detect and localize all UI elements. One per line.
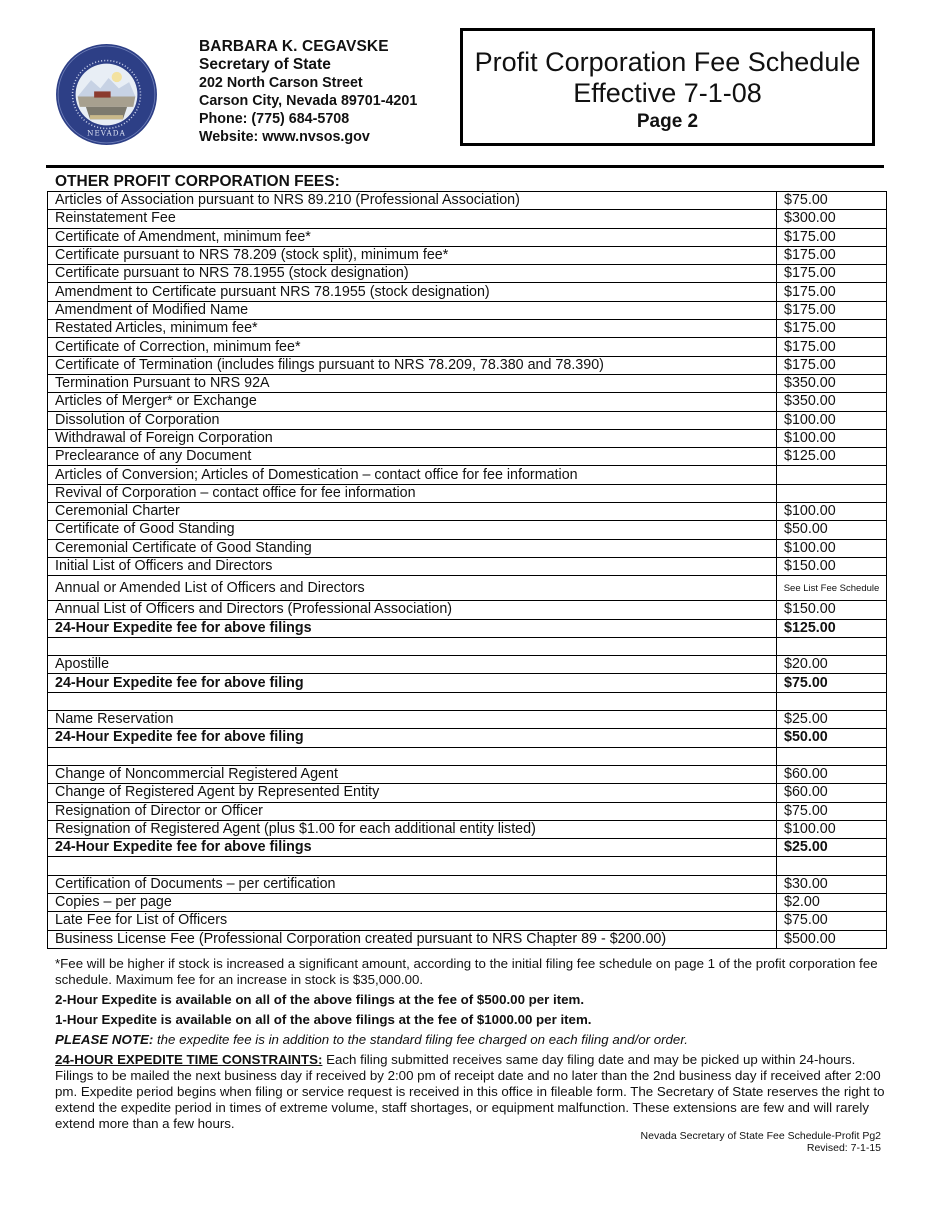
fee-amount: $60.00 — [777, 784, 887, 802]
fee-amount: $175.00 — [777, 246, 887, 264]
fee-item-label: Preclearance of any Document — [48, 448, 777, 466]
fee-item-label: Certificate of Termination (includes filings pursuant to NRS 78.209, 78.380 and 78.390) — [48, 356, 777, 374]
fee-row — [48, 711, 887, 729]
fee-item-label: Amendment to Certificate pursuant NRS 78.1955 (stock designation) — [48, 283, 777, 301]
fee-amount: $150.00 — [777, 557, 887, 575]
fee-row — [48, 429, 887, 447]
fee-item-label: Termination Pursuant to NRS 92A — [48, 374, 777, 392]
fee-item-label — [48, 692, 777, 710]
fee-amount: $350.00 — [777, 374, 887, 392]
fee-item-label: Apostille — [48, 656, 777, 674]
fee-row — [48, 265, 887, 283]
fee-amount: $25.00 — [777, 711, 887, 729]
please-note-text: the expedite fee is in addition to the standard filing fee charged on each filing and/or order. — [153, 1032, 688, 1047]
fee-row — [48, 192, 887, 210]
fee-row — [48, 765, 887, 783]
fee-item-label: Name Reservation — [48, 711, 777, 729]
fee-amount: $125.00 — [777, 448, 887, 466]
fee-item-label: Articles of Merger* or Exchange — [48, 393, 777, 411]
website: Website: www.nvsos.gov — [199, 129, 370, 145]
fee-row — [48, 484, 887, 502]
fee-amount — [777, 747, 887, 765]
fee-amount: $100.00 — [777, 411, 887, 429]
page-footer — [641, 1130, 881, 1154]
fee-item-label: Withdrawal of Foreign Corporation — [48, 429, 777, 447]
fee-amount: $500.00 — [777, 930, 887, 948]
page-number: Page 2 — [636, 111, 699, 132]
fee-row — [48, 356, 887, 374]
effective-date: Effective 7-1-08 — [573, 78, 762, 108]
fee-row — [48, 601, 887, 619]
fee-item-label: Reinstatement Fee — [48, 210, 777, 228]
fee-item-label: 24-Hour Expedite fee for above filing — [48, 729, 777, 747]
fee-amount: $175.00 — [777, 283, 887, 301]
fee-amount — [777, 466, 887, 484]
fee-amount: $350.00 — [777, 393, 887, 411]
fee-amount: $125.00 — [777, 619, 887, 637]
fee-amount: $60.00 — [777, 765, 887, 783]
fee-row — [48, 210, 887, 228]
fee-row — [48, 674, 887, 692]
spacer-row — [48, 747, 887, 765]
fee-item-label: Certificate of Correction, minimum fee* — [48, 338, 777, 356]
fee-row — [48, 875, 887, 893]
fee-item-label: Annual List of Officers and Directors (Professional Association) — [48, 601, 777, 619]
fee-row — [48, 301, 887, 319]
spacer-row — [48, 637, 887, 655]
fee-row — [48, 930, 887, 948]
fee-row — [48, 521, 887, 539]
footer-document-id: Nevada Secretary of State Fee Schedule-Profit Pg2 — [640, 1130, 881, 1142]
stock-footnote: *Fee will be higher if stock is increased a significant amount, according to the initial filing fee schedule on page 1 of the profit corporation fee schedule. Maximum fee for an increase in stock is $35,000.00. — [55, 956, 878, 987]
fee-amount — [777, 857, 887, 875]
fee-row — [48, 619, 887, 637]
fee-amount: $20.00 — [777, 656, 887, 674]
fee-item-label: Copies – per page — [48, 893, 777, 911]
fee-row — [48, 802, 887, 820]
fee-row — [48, 466, 887, 484]
footer-revised-date: Revised: 7-1-15 — [806, 1142, 881, 1154]
address-line-1: 202 North Carson Street — [199, 75, 363, 91]
fee-item-label: Certificate of Good Standing — [48, 521, 777, 539]
fee-row — [48, 246, 887, 264]
please-note-label: PLEASE NOTE: — [55, 1032, 154, 1047]
fee-row — [48, 784, 887, 802]
secretary-title: Secretary of State — [199, 56, 331, 73]
fee-item-label: Change of Registered Agent by Represented Entity — [48, 784, 777, 802]
header-divider — [46, 165, 884, 168]
fee-row — [48, 912, 887, 930]
fee-item-label: Late Fee for List of Officers — [48, 912, 777, 930]
fee-row — [48, 729, 887, 747]
agency-contact-block — [199, 38, 417, 146]
fee-amount: $30.00 — [777, 875, 887, 893]
fee-item-label: Ceremonial Charter — [48, 503, 777, 521]
fee-item-label: Initial List of Officers and Directors — [48, 557, 777, 575]
fee-amount: $175.00 — [777, 301, 887, 319]
fee-row — [48, 839, 887, 857]
fee-item-label: 24-Hour Expedite fee for above filings — [48, 839, 777, 857]
fee-item-label — [48, 747, 777, 765]
svg-text:NEVADA: NEVADA — [87, 128, 126, 138]
fee-amount: $100.00 — [777, 820, 887, 838]
fee-amount — [777, 637, 887, 655]
fee-item-label: Business License Fee (Professional Corporation created pursuant to NRS Chapter 89 - $200.00) — [48, 930, 777, 948]
fee-item-label: 24-Hour Expedite fee for above filings — [48, 619, 777, 637]
fee-item-label: Certificate of Amendment, minimum fee* — [48, 228, 777, 246]
fee-row — [48, 283, 887, 301]
fee-amount: $25.00 — [777, 839, 887, 857]
fee-amount: $75.00 — [777, 674, 887, 692]
fee-amount: $75.00 — [777, 912, 887, 930]
fee-amount: $100.00 — [777, 429, 887, 447]
fee-item-label: Resignation of Registered Agent (plus $1.00 for each additional entity listed) — [48, 820, 777, 838]
fee-table — [47, 191, 887, 949]
fee-amount — [777, 484, 887, 502]
fee-amount: $100.00 — [777, 503, 887, 521]
fee-row — [48, 411, 887, 429]
fee-row — [48, 338, 887, 356]
fee-amount: $75.00 — [777, 802, 887, 820]
fee-amount: $50.00 — [777, 729, 887, 747]
fee-item-label: Restated Articles, minimum fee* — [48, 320, 777, 338]
fee-row — [48, 557, 887, 575]
fee-row — [48, 374, 887, 392]
section-title: OTHER PROFIT CORPORATION FEES: — [55, 173, 340, 190]
fee-item-label: Change of Noncommercial Registered Agent — [48, 765, 777, 783]
fee-amount: See List Fee Schedule — [777, 576, 887, 601]
fee-item-label: Ceremonial Certificate of Good Standing — [48, 539, 777, 557]
address-line-2: Carson City, Nevada 89701-4201 — [199, 93, 418, 109]
please-note — [55, 1032, 885, 1048]
fee-row — [48, 820, 887, 838]
fee-item-label: Annual or Amended List of Officers and Directors — [48, 576, 777, 601]
notes-block — [55, 956, 885, 1136]
fee-row — [48, 448, 887, 466]
fee-item-label — [48, 637, 777, 655]
constraints-text: Each filing submitted receives same day filing date and may be picked up within 24-hours. Filings to be mailed the next business day if received by 2:00 pm of receipt date and no later than the 2nd business day if received after 2:00 pm. Expedite period begins when filing or service request is received in this office in fileable form. The Secretary of State reserves the right to extend the expedite period in times of extreme volume, staff shortages, or equipment malfunction. These extensions are few and will rarely extend more than a few hours. — [55, 1052, 885, 1131]
document-title-box — [460, 28, 875, 146]
fee-item-label: Resignation of Director or Officer — [48, 802, 777, 820]
fee-row — [48, 893, 887, 911]
fee-amount: $150.00 — [777, 601, 887, 619]
fee-amount: $2.00 — [777, 893, 887, 911]
spacer-row — [48, 857, 887, 875]
fee-item-label: 24-Hour Expedite fee for above filing — [48, 674, 777, 692]
fee-row — [48, 228, 887, 246]
fee-amount — [777, 692, 887, 710]
fee-amount: $175.00 — [777, 320, 887, 338]
two-hour-expedite-note: 2-Hour Expedite is available on all of the above filings at the fee of $500.00 per item. — [55, 992, 585, 1007]
fee-item-label: Certification of Documents – per certification — [48, 875, 777, 893]
fee-amount: $175.00 — [777, 338, 887, 356]
fee-item-label: Articles of Association pursuant to NRS 89.210 (Professional Association) — [48, 192, 777, 210]
fee-item-label: Certificate pursuant to NRS 78.1955 (stock designation) — [48, 265, 777, 283]
document-title: Profit Corporation Fee Schedule — [474, 47, 861, 77]
secretary-name: BARBARA K. CEGAVSKE — [199, 38, 389, 55]
fee-item-label: Dissolution of Corporation — [48, 411, 777, 429]
nevada-state-seal-icon — [55, 43, 158, 146]
fee-row — [48, 393, 887, 411]
spacer-row — [48, 692, 887, 710]
fee-amount: $175.00 — [777, 265, 887, 283]
fee-amount: $175.00 — [777, 228, 887, 246]
expedite-constraints — [55, 1052, 885, 1132]
phone: Phone: (775) 684-5708 — [199, 111, 350, 127]
fee-row — [48, 320, 887, 338]
fee-item-label: Certificate pursuant to NRS 78.209 (stock split), minimum fee* — [48, 246, 777, 264]
fee-amount: $75.00 — [777, 192, 887, 210]
fee-amount: $300.00 — [777, 210, 887, 228]
fee-item-label — [48, 857, 777, 875]
fee-amount: $50.00 — [777, 521, 887, 539]
fee-row — [48, 576, 887, 601]
fee-amount: $175.00 — [777, 356, 887, 374]
fee-item-label: Amendment of Modified Name — [48, 301, 777, 319]
fee-amount: $100.00 — [777, 539, 887, 557]
one-hour-expedite-note: 1-Hour Expedite is available on all of the above filings at the fee of $1000.00 per item. — [55, 1012, 592, 1027]
fee-item-label: Articles of Conversion; Articles of Domestication – contact office for fee information — [48, 466, 777, 484]
constraints-label: 24-HOUR EXPEDITE TIME CONSTRAINTS: — [55, 1052, 323, 1067]
fee-item-label: Revival of Corporation – contact office for fee information — [48, 484, 777, 502]
fee-row — [48, 656, 887, 674]
fee-row — [48, 503, 887, 521]
fee-row — [48, 539, 887, 557]
